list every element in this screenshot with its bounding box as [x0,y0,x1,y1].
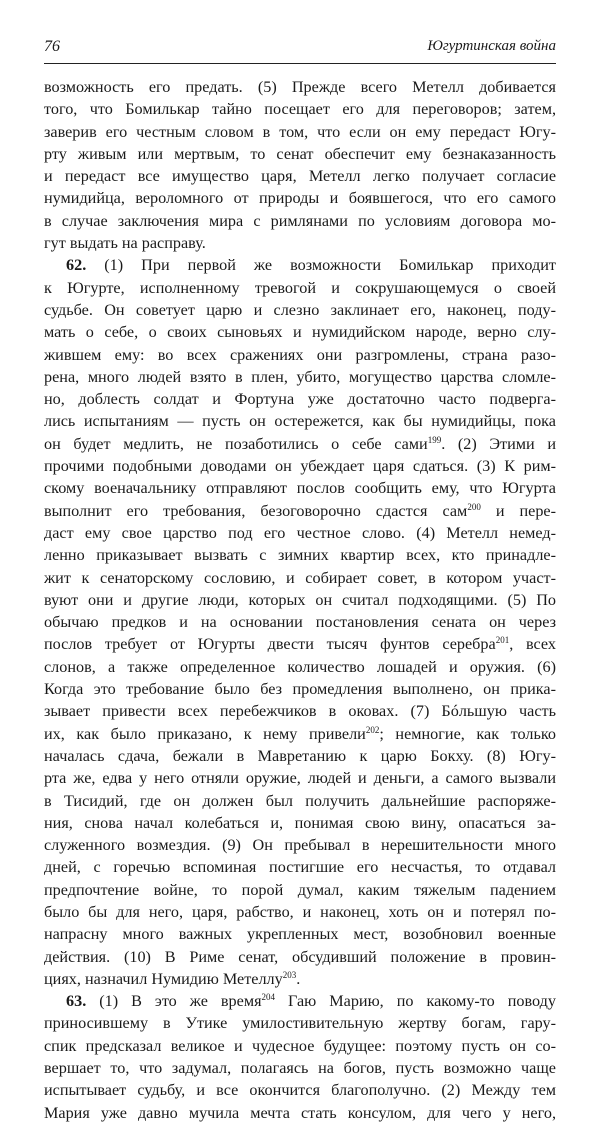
text-line [44,121,556,143]
text-line [44,388,556,410]
line-text: вуют они и другие люди, которых он считал подходящими. (5) По [44,590,556,609]
text-line [44,946,556,968]
line-text: началась сдача, бежали в Мавретанию к царю Бокху. (8) Югу- [44,746,556,765]
line-text: скому военачальнику отправляют послов сообщить ему, что Югурта [44,479,556,498]
line-text-continued: и пере- [480,501,556,520]
line-text: служенного возмездия. (9) Он пребывал в нерешительности много [44,836,556,855]
chapter-start-line [44,254,556,276]
line-text: рту живым или мертвым, то сенат обеспечит ему безнаказанность [44,144,556,163]
page-header [44,38,556,60]
text-line [44,767,556,789]
text-line [44,567,556,589]
line-text-continued: ; немногие, как только [379,724,556,743]
text-line [44,968,556,990]
text-line [44,745,556,767]
line-text: послов требует от Югурты двести тысяч фунтов серебра [44,635,496,654]
line-text: он будет медлить, не позаботились о себе сами [44,434,428,453]
chapter-number: 62. [66,256,87,275]
line-text: было бы для него, царя, рабство, и наконец, хоть он и потерял по- [44,902,556,921]
line-text: предпочтение войне, то порой думал, каким тяжелым падением [44,880,556,899]
text-line [44,901,556,923]
line-text: нумидийца, вероломного от природы и боявшегося, что его самого [44,189,556,208]
text-line [44,678,556,700]
line-text: приносившему в Утике умилостивительную жертву богам, гару- [44,1014,556,1033]
text-line [44,410,556,432]
line-text: спик предсказал великое и чудесное будущее: поэтому пусть он со- [44,1036,556,1055]
line-text: даст ему свое царство под его честное слово. (4) Метелл немед- [44,523,556,542]
footnote-ref: 201 [495,635,510,646]
chapter-number: 63. [66,992,87,1011]
line-text: того, что Бомилькар тайно посещает его для переговоров; затем, [44,100,556,119]
line-text: Мария уже давно мучила мечта стать консулом, для чего у него, [44,1103,556,1122]
page-number: 76 [44,38,60,55]
line-text: слонов, а также определенное количество лошадей и оружия. (6) [44,657,556,676]
text-line [44,1057,556,1079]
running-title: Югуртинская война [427,38,556,54]
text-line [44,1079,556,1101]
line-text: ленно приказывает вызвать с зимних квартир всех, кто принадле- [44,546,556,565]
footnote-ref: 204 [261,992,276,1003]
line-text: выполнит его требования, безоговорочно сдастся сам [44,501,468,520]
text-line [44,366,556,388]
text-line [44,700,556,722]
text-line [44,344,556,366]
footnote-ref: 202 [365,724,380,735]
line-text: в Тисидий, где он должен был получить дальнейшие распоряже- [44,791,556,810]
line-text: лись испытаниям — пусть он остережется, как бы нумидийцы, пока [44,412,556,431]
text-line [44,723,556,745]
text-line [44,165,556,187]
line-text: (1) При первой же возможности Бомилькар приходит [86,256,556,275]
text-line [44,812,556,834]
text-line [44,76,556,98]
text-line [44,210,556,232]
line-text: судьбе. Он советует царю и слезно заклинает его, наконец, поду- [44,300,556,319]
text-line [44,544,556,566]
text-line [44,790,556,812]
text-line [44,1035,556,1057]
header-rule [44,63,556,64]
line-text-continued: Гаю Марию, по какому-то поводу [275,992,556,1011]
text-line [44,299,556,321]
text-line [44,477,556,499]
body-text [44,76,556,1124]
line-text: жит к сенаторскому сословию, и собирает совет, в котором участ- [44,568,556,587]
text-line [44,589,556,611]
footnote-ref: 200 [467,501,481,512]
footnote-ref: 203 [282,969,297,980]
line-text: прочими подобными доводами он убеждает царя сдаться. (3) К рим- [44,457,556,476]
line-text-continued: . [296,969,301,988]
line-text: циях, назначил Нумидию Метеллу [44,969,283,988]
line-text: их, как было приказано, к нему привели [44,724,366,743]
line-text: мать о себе, о своих сыновьях и нумидийском народе, верно слу- [44,323,556,342]
line-text: напрасну много важных укрепленных мест, возобновил военные [44,925,556,944]
text-line [44,98,556,120]
text-line [44,321,556,343]
text-line [44,500,556,522]
line-text: обычаю предков и на основании постановления сената он через [44,613,556,632]
text-line [44,656,556,678]
text-line [44,187,556,209]
line-text: действия. (10) В Риме сенат, обсудивший положение в провин- [44,947,556,966]
text-line [44,143,556,165]
line-text: к Югурте, исполненному тревогой и сокрушающемуся о своей [44,278,556,297]
line-text: вершает то, что задумал, полагаясь на богов, пусть возможно чаще [44,1059,556,1078]
line-text: в случае заключения мира с римлянами по условиям договора мо- [44,211,556,230]
line-text: Когда это требование было без промедления выполнено, он прика- [44,680,556,699]
text-line [44,455,556,477]
text-line [44,633,556,655]
line-text: рена, много людей взято в плен, убито, могущество царства сломле- [44,367,556,386]
text-line [44,232,556,254]
line-text: зывает привести всех перебежчиков в оковах. (7) Бóльшую часть [44,702,556,721]
text-line [44,834,556,856]
line-text-continued: . (2) Этими и [441,434,556,453]
line-text: жившем ему: во всех сражениях они разгромлены, страна разо- [44,345,556,364]
line-text: испытывает судьбу, и все окончится благополучно. (2) Между тем [44,1081,556,1100]
footnote-ref: 199 [427,434,442,445]
line-text: и передаст все имущество царя, Метелл легко получает согласие [44,167,556,186]
line-text: дней, с горечью вспоминая постигшие его несчастья, то отдавал [44,858,556,877]
text-line [44,433,556,455]
line-text: гут выдать на расправу. [44,234,206,253]
text-line [44,879,556,901]
line-text: но, доблесть солдат и Фортуна уже достаточно часто подверга- [44,390,556,409]
line-text: (1) В это же время [86,992,262,1011]
line-text: рта же, едва у него отняли оружие, людей и деньги, а самого вызвали [44,769,556,788]
text-line [44,611,556,633]
chapter-start-line [44,990,556,1012]
line-text: заверив его честным словом в том, что если он ему передаст Югу- [44,122,556,141]
text-line [44,923,556,945]
text-line [44,1102,556,1124]
text-line [44,522,556,544]
text-line [44,277,556,299]
line-text: возможность его предать. (5) Прежде всего Метелл добивается [44,78,556,96]
line-text: ния, снова начал колебаться и, понимая свою вину, опасаться за- [44,813,556,832]
text-line [44,1012,556,1034]
text-line [44,856,556,878]
line-text-continued: , всех [509,635,556,654]
